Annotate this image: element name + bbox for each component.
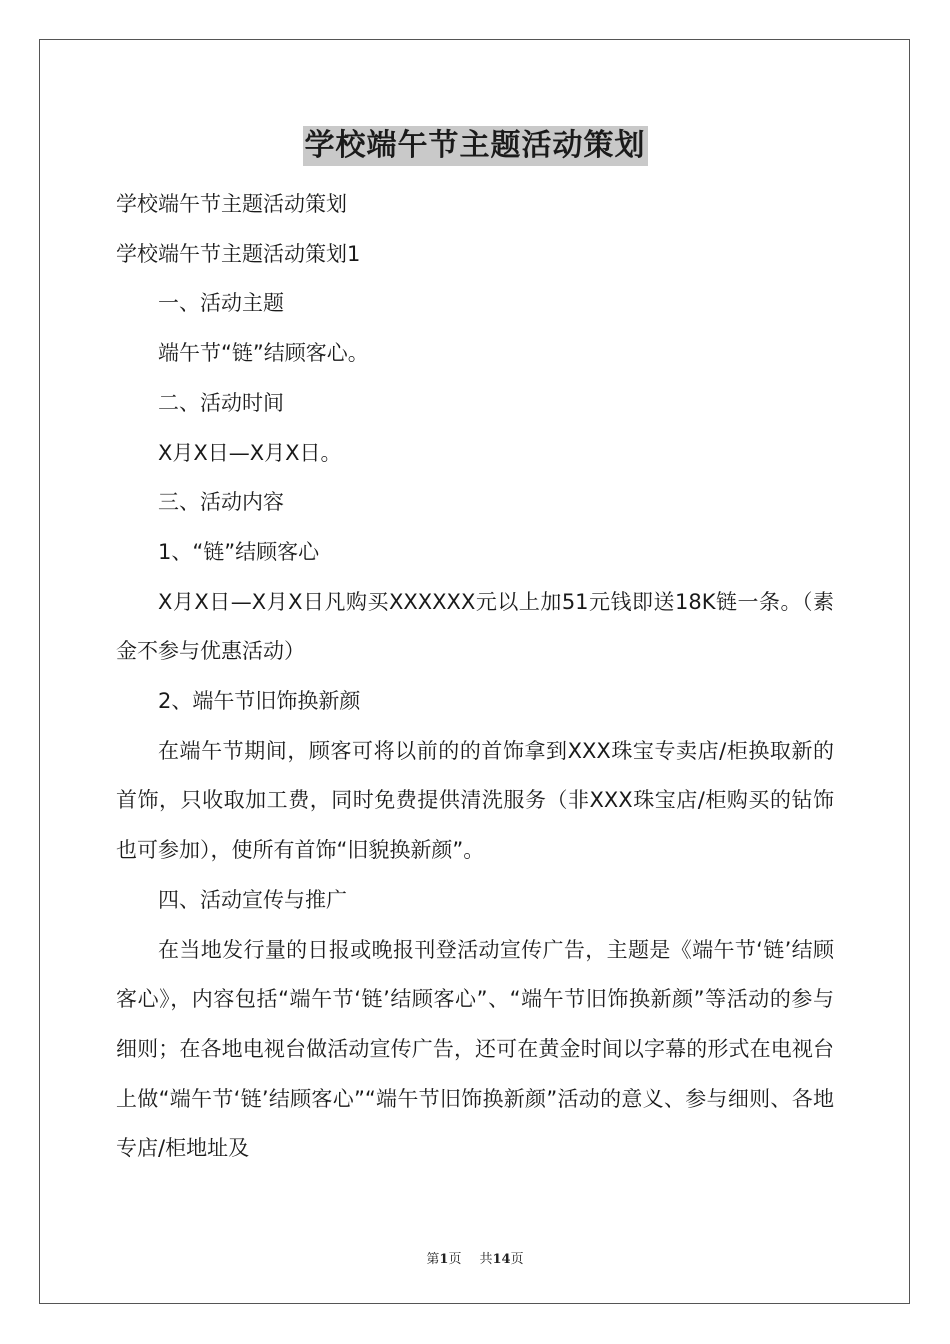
document-body — [116, 180, 834, 1174]
section-heading-theme: 一、活动主题 — [158, 291, 284, 316]
total-prefix: 共 — [479, 1252, 493, 1267]
subsection-heading: 2、端午节旧饰换新颜 — [158, 689, 361, 714]
subsection-heading: 1、“链”结顾客心 — [158, 539, 320, 564]
document-title: 学校端午节主题活动策划 — [303, 126, 648, 166]
paragraph: 端午节“链”结顾客心。 — [158, 341, 369, 366]
total-pages: 14 — [492, 1252, 511, 1267]
section-heading-time: 二、活动时间 — [158, 390, 284, 415]
paragraph: 在端午节期间，顾客可将以前的的首饰拿到XXX珠宝专卖店/柜换取新的首饰，只收取加工费，同时免费提供清洗服务（非XXX珠宝店/柜购买的钻饰也可参加），使所有首饰“旧貌换新颜”。 — [116, 738, 834, 863]
paragraph-subheading: 学校端午节主题活动策划1 — [116, 241, 361, 266]
paragraph: X月X日—X月X日凡购买XXXXXX元以上加51元钱即送18K链一条。（素金不参与优惠活动） — [116, 589, 834, 664]
page-prefix: 第 — [426, 1252, 440, 1267]
page-number: 1 — [439, 1252, 449, 1267]
paragraph: 在当地发行量的日报或晚报刊登活动宣传广告，主题是《端午节‘链’结顾客心》，内容包括“端午节‘链’结顾客心”、“端午节旧饰换新颜”等活动的参与细则；在各地电视台做活动宣传广告，还可在黄金时间以字幕的形式在电视台上做“端午节‘链’结顾客心”“端午节旧饰换新颜”活动的意义、参与细则、各地专店/柜地址及 — [116, 937, 834, 1161]
page-suffix: 页 — [448, 1252, 462, 1267]
title-container — [0, 126, 950, 166]
section-heading-content: 三、活动内容 — [158, 490, 284, 515]
paragraph-heading: 学校端午节主题活动策划 — [116, 192, 347, 216]
section-heading-promotion: 四、活动宣传与推广 — [158, 887, 347, 912]
page-footer — [0, 1248, 950, 1267]
total-suffix: 页 — [510, 1252, 524, 1267]
paragraph: X月X日—X月X日。 — [158, 440, 342, 465]
